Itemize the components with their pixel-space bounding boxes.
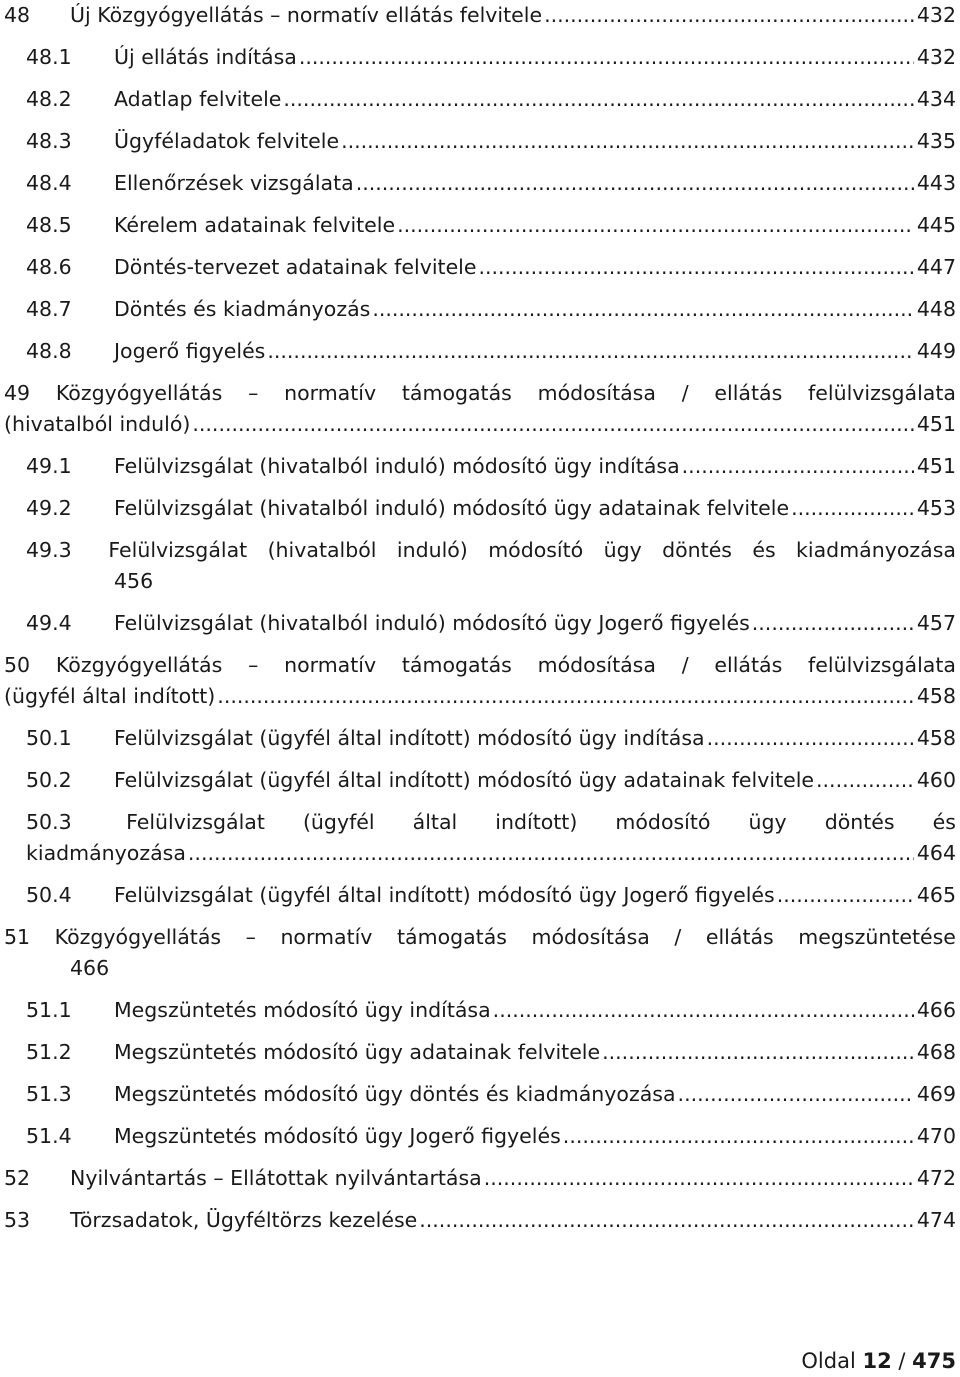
toc-title: Döntés és kiadmányozás: [114, 297, 371, 321]
toc-number: 49.4: [26, 611, 72, 635]
toc-leader: [267, 336, 914, 367]
toc-title: Új ellátás indítása: [114, 45, 297, 69]
toc-page: 456: [114, 569, 154, 593]
toc-number: 48.1: [26, 45, 72, 69]
toc-title-word: ellátás: [714, 653, 783, 677]
toc-title: Megszüntetés módosító ügy adatainak felvitele: [114, 1040, 601, 1064]
toc-page: 434: [916, 87, 956, 111]
toc-number: 50.3: [26, 810, 72, 834]
toc-title-word: ügy: [603, 538, 642, 562]
toc-title: Megszüntetés módosító ügy Jogerő figyelés: [114, 1124, 561, 1148]
toc-title-word: /: [674, 925, 682, 949]
toc-leader: [484, 1163, 914, 1194]
toc-number: 49.1: [26, 454, 72, 478]
toc-title-word: /: [681, 653, 689, 677]
toc-title: Felülvizsgálat (hivatalból induló) módosító ügy Jogerő figyelés: [114, 611, 750, 635]
toc-title-word: módosító: [615, 810, 711, 834]
toc-page: 468: [916, 1040, 956, 1064]
toc-entry-49-4[interactable]: [0, 608, 960, 639]
toc-leader: [707, 723, 914, 754]
toc-title: Felülvizsgálat (ügyfél által indított) módosító ügy indítása: [114, 726, 705, 750]
toc-leader: [192, 409, 913, 440]
toc-page: 460: [916, 768, 956, 792]
toc-leader: [682, 451, 914, 482]
toc-number: 50.2: [26, 768, 72, 792]
toc-entry-49-1[interactable]: [0, 451, 960, 482]
toc-entry-51-2[interactable]: [0, 1037, 960, 1068]
toc-title-word: módosítása: [537, 653, 656, 677]
toc-page: 447: [916, 255, 956, 279]
toc-title: Törzsadatok, Ügyféltörzs kezelése: [70, 1208, 418, 1232]
toc-entry-51-4[interactable]: [0, 1121, 960, 1152]
toc-entry-49[interactable]: [0, 378, 960, 440]
toc-page: 458: [916, 684, 956, 708]
toc-number: 48.3: [26, 129, 72, 153]
toc-title-word: ellátás: [705, 925, 774, 949]
toc-title-word: megszüntetése: [798, 925, 956, 949]
toc-page: 453: [916, 496, 956, 520]
toc-leader: [544, 0, 914, 31]
toc-page: 445: [916, 213, 956, 237]
toc-title: Felülvizsgálat (hivatalból induló) módosító ügy indítása: [114, 454, 680, 478]
toc-title-word: (ügyfél: [302, 810, 375, 834]
toc-leader: [419, 1205, 914, 1236]
toc-title-word: induló): [396, 538, 468, 562]
toc-entry-50-4[interactable]: [0, 880, 960, 911]
toc-leader: [602, 1037, 914, 1068]
toc-entry-49-2[interactable]: [0, 493, 960, 524]
toc-title-continued: kiadmányozása: [26, 841, 186, 865]
toc-title-word: módosító: [488, 538, 584, 562]
toc-title-word: és: [752, 538, 776, 562]
toc-entry-48-5[interactable]: [0, 210, 960, 241]
toc-title-word: Közgyógyellátás: [55, 653, 223, 677]
toc-leader: [493, 995, 914, 1026]
toc-title: Felülvizsgálat (ügyfél által indított) módosító ügy Jogerő figyelés: [114, 883, 775, 907]
toc-title: Kérelem adatainak felvitele: [114, 213, 396, 237]
toc-title: Nyilvántartás – Ellátottak nyilvántartása: [70, 1166, 482, 1190]
toc-title-word: támogatás: [401, 381, 512, 405]
toc-leader: [299, 42, 914, 73]
toc-title-word: Felülvizsgálat: [126, 810, 265, 834]
toc-title-word: módosítása: [537, 381, 656, 405]
toc-leader: [752, 608, 914, 639]
toc-title: Új Közgyógyellátás – normatív ellátás felvitele: [70, 3, 543, 27]
toc-title-continued: (ügyfél által indított): [4, 684, 216, 708]
toc-number: 48.2: [26, 87, 72, 111]
page-footer: [801, 1349, 956, 1373]
toc-leader: [397, 210, 914, 241]
toc-title-word: ellátás: [714, 381, 783, 405]
toc-entry-48-1[interactable]: [0, 42, 960, 73]
footer-separator: /: [898, 1349, 906, 1373]
toc-page: 472: [916, 1166, 956, 1190]
toc-number: 49.2: [26, 496, 72, 520]
toc-number: 48.6: [26, 255, 72, 279]
toc-leader: [356, 168, 914, 199]
toc-number: 49: [4, 381, 31, 405]
toc-number: 48.7: [26, 297, 72, 321]
toc-entry-51[interactable]: [0, 922, 960, 984]
footer-current-page: 12: [862, 1349, 892, 1373]
toc-entry-49-3[interactable]: [0, 535, 960, 597]
toc-page: 451: [916, 412, 956, 436]
toc-page: 435: [916, 129, 956, 153]
toc-page: 465: [916, 883, 956, 907]
toc-title-word: –: [245, 925, 256, 949]
toc-title-word: Közgyógyellátás: [55, 381, 223, 405]
toc-page: 458: [916, 726, 956, 750]
toc-number: 53: [4, 1208, 31, 1232]
toc-entry-52[interactable]: [0, 1163, 960, 1194]
toc-entry-50-3[interactable]: [0, 807, 960, 869]
toc-number: 52: [4, 1166, 31, 1190]
toc-title-word: felülvizsgálata: [808, 381, 956, 405]
toc-entry-51-3[interactable]: [0, 1079, 960, 1110]
toc-leader: [188, 838, 914, 869]
toc-entry-48[interactable]: [0, 0, 960, 31]
toc-number: 51.3: [26, 1082, 72, 1106]
toc-page: 443: [916, 171, 956, 195]
toc-title: Felülvizsgálat (hivatalból induló) módosító ügy adatainak felvitele: [114, 496, 790, 520]
toc-leader: [777, 880, 914, 911]
toc-title-word: és: [932, 810, 956, 834]
toc-page: 448: [916, 297, 956, 321]
toc-number: 49.3: [26, 538, 72, 562]
toc-title-word: ügy: [748, 810, 787, 834]
toc-title-word: –: [248, 381, 259, 405]
toc-title-word: Felülvizsgálat: [108, 538, 248, 562]
toc-page: 449: [916, 339, 956, 363]
toc-title: Megszüntetés módosító ügy döntés és kiadmányozása: [114, 1082, 676, 1106]
toc-leader: [816, 765, 913, 796]
toc-entry-48-3[interactable]: [0, 126, 960, 157]
toc-title: Felülvizsgálat (ügyfél által indított) módosító ügy adatainak felvitele: [114, 768, 815, 792]
toc-leader: [478, 252, 913, 283]
toc-number: 48.4: [26, 171, 72, 195]
toc-title-continued: (hivatalból induló): [4, 412, 191, 436]
toc-leader: [372, 294, 914, 325]
toc-leader: [283, 84, 913, 115]
toc-leader: [678, 1079, 914, 1110]
toc-title-word: normatív: [284, 381, 377, 405]
toc-title-word: támogatás: [397, 925, 507, 949]
toc-page: 464: [916, 841, 956, 865]
toc-page: 432: [916, 3, 956, 27]
toc-title-word: támogatás: [401, 653, 512, 677]
toc-number: 51.4: [26, 1124, 72, 1148]
toc-number: 48.8: [26, 339, 72, 363]
toc-title-word: döntés: [662, 538, 732, 562]
toc-number: 48.5: [26, 213, 72, 237]
toc-title-word: Közgyógyellátás: [54, 925, 222, 949]
toc-title-word: döntés: [824, 810, 895, 834]
toc-page: 432: [916, 45, 956, 69]
toc-title-word: módosítása: [531, 925, 650, 949]
toc-number: 51.1: [26, 998, 72, 1022]
toc-leader: [341, 126, 914, 157]
toc-title: Adatlap felvitele: [114, 87, 282, 111]
toc-number: 51: [4, 925, 31, 949]
toc-entry-50-1[interactable]: [0, 723, 960, 754]
toc-page: 466: [70, 956, 110, 980]
toc-page: 466: [916, 998, 956, 1022]
toc-number: 48: [4, 3, 31, 27]
toc-leader: [217, 681, 914, 712]
toc-number: 50.1: [26, 726, 72, 750]
toc-leader: [563, 1121, 914, 1152]
toc-entry-48-2[interactable]: [0, 84, 960, 115]
toc-entry-48-8[interactable]: [0, 336, 960, 367]
toc-title: Ellenőrzések vizsgálata: [114, 171, 354, 195]
toc-title-word: /: [681, 381, 689, 405]
toc-title: Jogerő figyelés: [114, 339, 266, 363]
toc-number: 50.4: [26, 883, 72, 907]
toc-entry-48-7[interactable]: [0, 294, 960, 325]
toc-leader: [791, 493, 914, 524]
toc-entry-48-4[interactable]: [0, 168, 960, 199]
toc-title-word: (hivatalból: [267, 538, 377, 562]
toc-title: Döntés-tervezet adatainak felvitele: [114, 255, 477, 279]
toc-title-word: felülvizsgálata: [808, 653, 956, 677]
toc-title: Megszüntetés módosító ügy indítása: [114, 998, 491, 1022]
toc-entry-50-2[interactable]: [0, 765, 960, 796]
toc-entry-53[interactable]: [0, 1205, 960, 1236]
toc-page: 457: [916, 611, 956, 635]
toc-number: 51.2: [26, 1040, 72, 1064]
toc-title-word: –: [248, 653, 259, 677]
toc-title: Ügyféladatok felvitele: [114, 129, 340, 153]
toc-title-word: normatív: [284, 653, 377, 677]
toc-title-word: kiadmányozása: [796, 538, 956, 562]
toc-page: 451: [916, 454, 956, 478]
toc-page: 469: [916, 1082, 956, 1106]
toc-number: 50: [4, 653, 31, 677]
toc-title-word: normatív: [280, 925, 373, 949]
toc-page: 470: [916, 1124, 956, 1148]
toc-entry-50[interactable]: [0, 650, 960, 712]
toc-entry-48-6[interactable]: [0, 252, 960, 283]
toc-title-word: indított): [495, 810, 578, 834]
footer-label: Oldal: [801, 1349, 856, 1373]
toc-title-word: által: [412, 810, 458, 834]
toc-entry-51-1[interactable]: [0, 995, 960, 1026]
footer-total-pages: 475: [912, 1349, 956, 1373]
toc-page: 474: [916, 1208, 956, 1232]
